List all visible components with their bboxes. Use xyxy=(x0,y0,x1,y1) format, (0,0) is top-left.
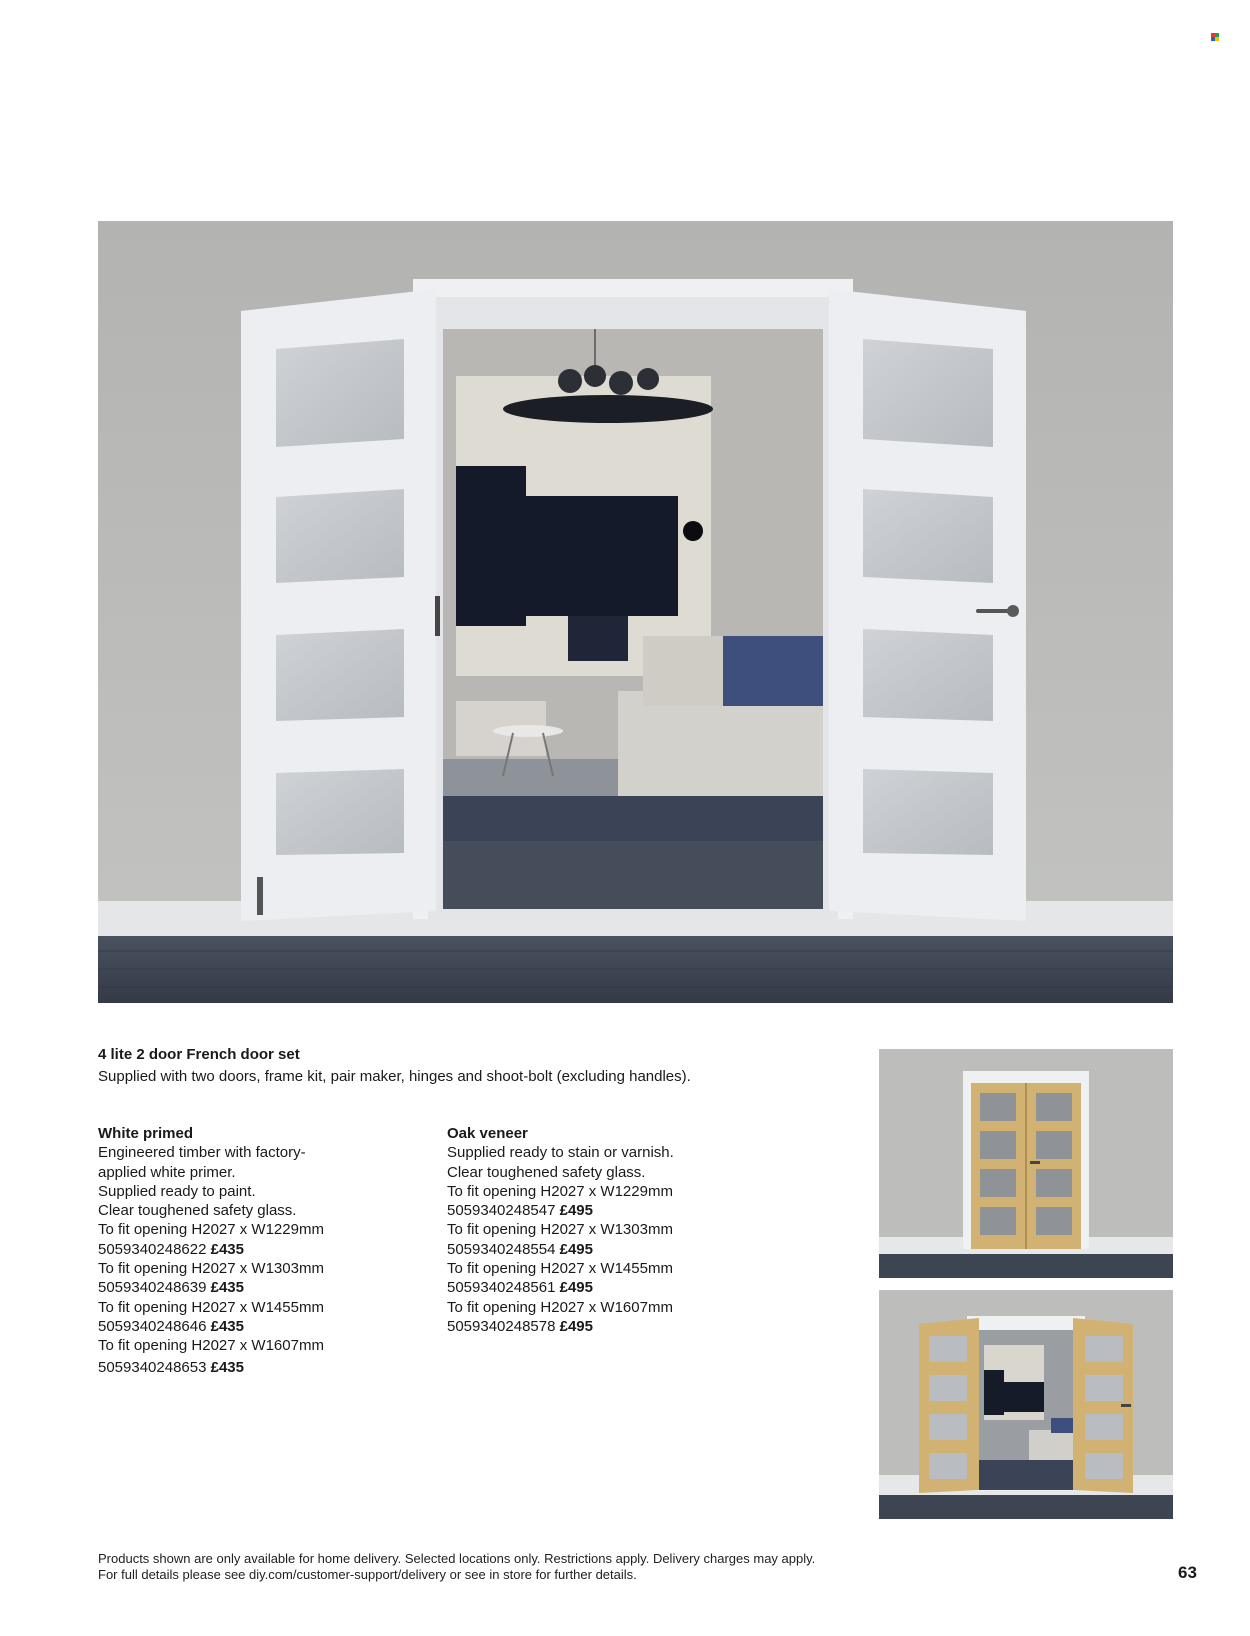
footer-line-1: Products shown are only available for home delivery. Selected locations only. Restrictions apply. Delivery charges may apply. xyxy=(98,1551,816,1566)
option-code: 5059340248578 xyxy=(447,1317,556,1335)
option-code-price xyxy=(447,1317,787,1336)
option-price: £495 xyxy=(559,1240,593,1258)
option-price: £435 xyxy=(210,1358,244,1376)
option-code-price xyxy=(447,1278,787,1297)
desc-line: applied white primer. xyxy=(98,1163,236,1181)
option-price: £495 xyxy=(559,1279,593,1297)
product-title: 4 lite 2 door French door set xyxy=(98,1046,300,1063)
option-code: 5059340248547 xyxy=(447,1202,556,1220)
oak-veneer-heading: Oak veneer xyxy=(447,1125,528,1142)
option-size: To fit opening H2027 x W1229mm xyxy=(98,1221,324,1239)
white-primed-heading: White primed xyxy=(98,1125,194,1142)
option-code: 5059340248653 xyxy=(98,1358,207,1376)
option-size: To fit opening H2027 x W1455mm xyxy=(98,1298,324,1316)
oak-doors-open-image xyxy=(879,1290,1173,1519)
white-primed-section xyxy=(98,1124,438,1377)
option-size: To fit opening H2027 x W1607mm xyxy=(447,1298,673,1316)
footer-disclaimer xyxy=(98,1551,815,1582)
desc-line: Supplied ready to stain or varnish. xyxy=(447,1144,674,1162)
footer-line-2: For full details please see diy.com/customer-support/delivery or see in store for further details. xyxy=(98,1566,637,1582)
page-number: 63 xyxy=(1178,1563,1197,1582)
oak-doors-closed-image xyxy=(879,1049,1173,1278)
option-price: £435 xyxy=(210,1279,244,1297)
option-price: £495 xyxy=(559,1202,593,1220)
option-price: £435 xyxy=(210,1317,244,1335)
desc-line: Clear toughened safety glass. xyxy=(98,1202,297,1220)
option-code: 5059340248639 xyxy=(98,1279,207,1297)
option-code: 5059340248646 xyxy=(98,1317,207,1335)
option-size: To fit opening H2027 x W1229mm xyxy=(447,1182,673,1200)
option-price: £435 xyxy=(210,1240,244,1258)
option-code: 5059340248554 xyxy=(447,1240,556,1258)
option-code: 5059340248561 xyxy=(447,1279,556,1297)
option-size: To fit opening H2027 x W1607mm xyxy=(98,1337,324,1355)
option-size: To fit opening H2027 x W1303mm xyxy=(447,1221,673,1239)
option-code-price xyxy=(98,1278,438,1297)
option-code-price xyxy=(98,1358,438,1377)
option-code-price xyxy=(447,1240,787,1259)
product-subtitle: Supplied with two doors, frame kit, pair maker, hinges and shoot-bolt (excluding handles). xyxy=(98,1068,691,1085)
option-size: To fit opening H2027 x W1455mm xyxy=(447,1260,673,1278)
oak-veneer-section xyxy=(447,1124,787,1336)
hero-image-white-doors xyxy=(98,221,1173,1003)
option-price: £495 xyxy=(559,1317,593,1335)
option-size: To fit opening H2027 x W1303mm xyxy=(98,1260,324,1278)
option-code: 5059340248622 xyxy=(98,1240,207,1258)
option-code-price xyxy=(98,1240,438,1259)
option-code-price xyxy=(98,1317,438,1336)
option-code-price xyxy=(447,1201,787,1220)
desc-line: Engineered timber with factory- xyxy=(98,1144,306,1162)
brand-mark-icon xyxy=(1211,33,1219,41)
desc-line: Clear toughened safety glass. xyxy=(447,1163,646,1181)
desc-line: Supplied ready to paint. xyxy=(98,1182,256,1200)
